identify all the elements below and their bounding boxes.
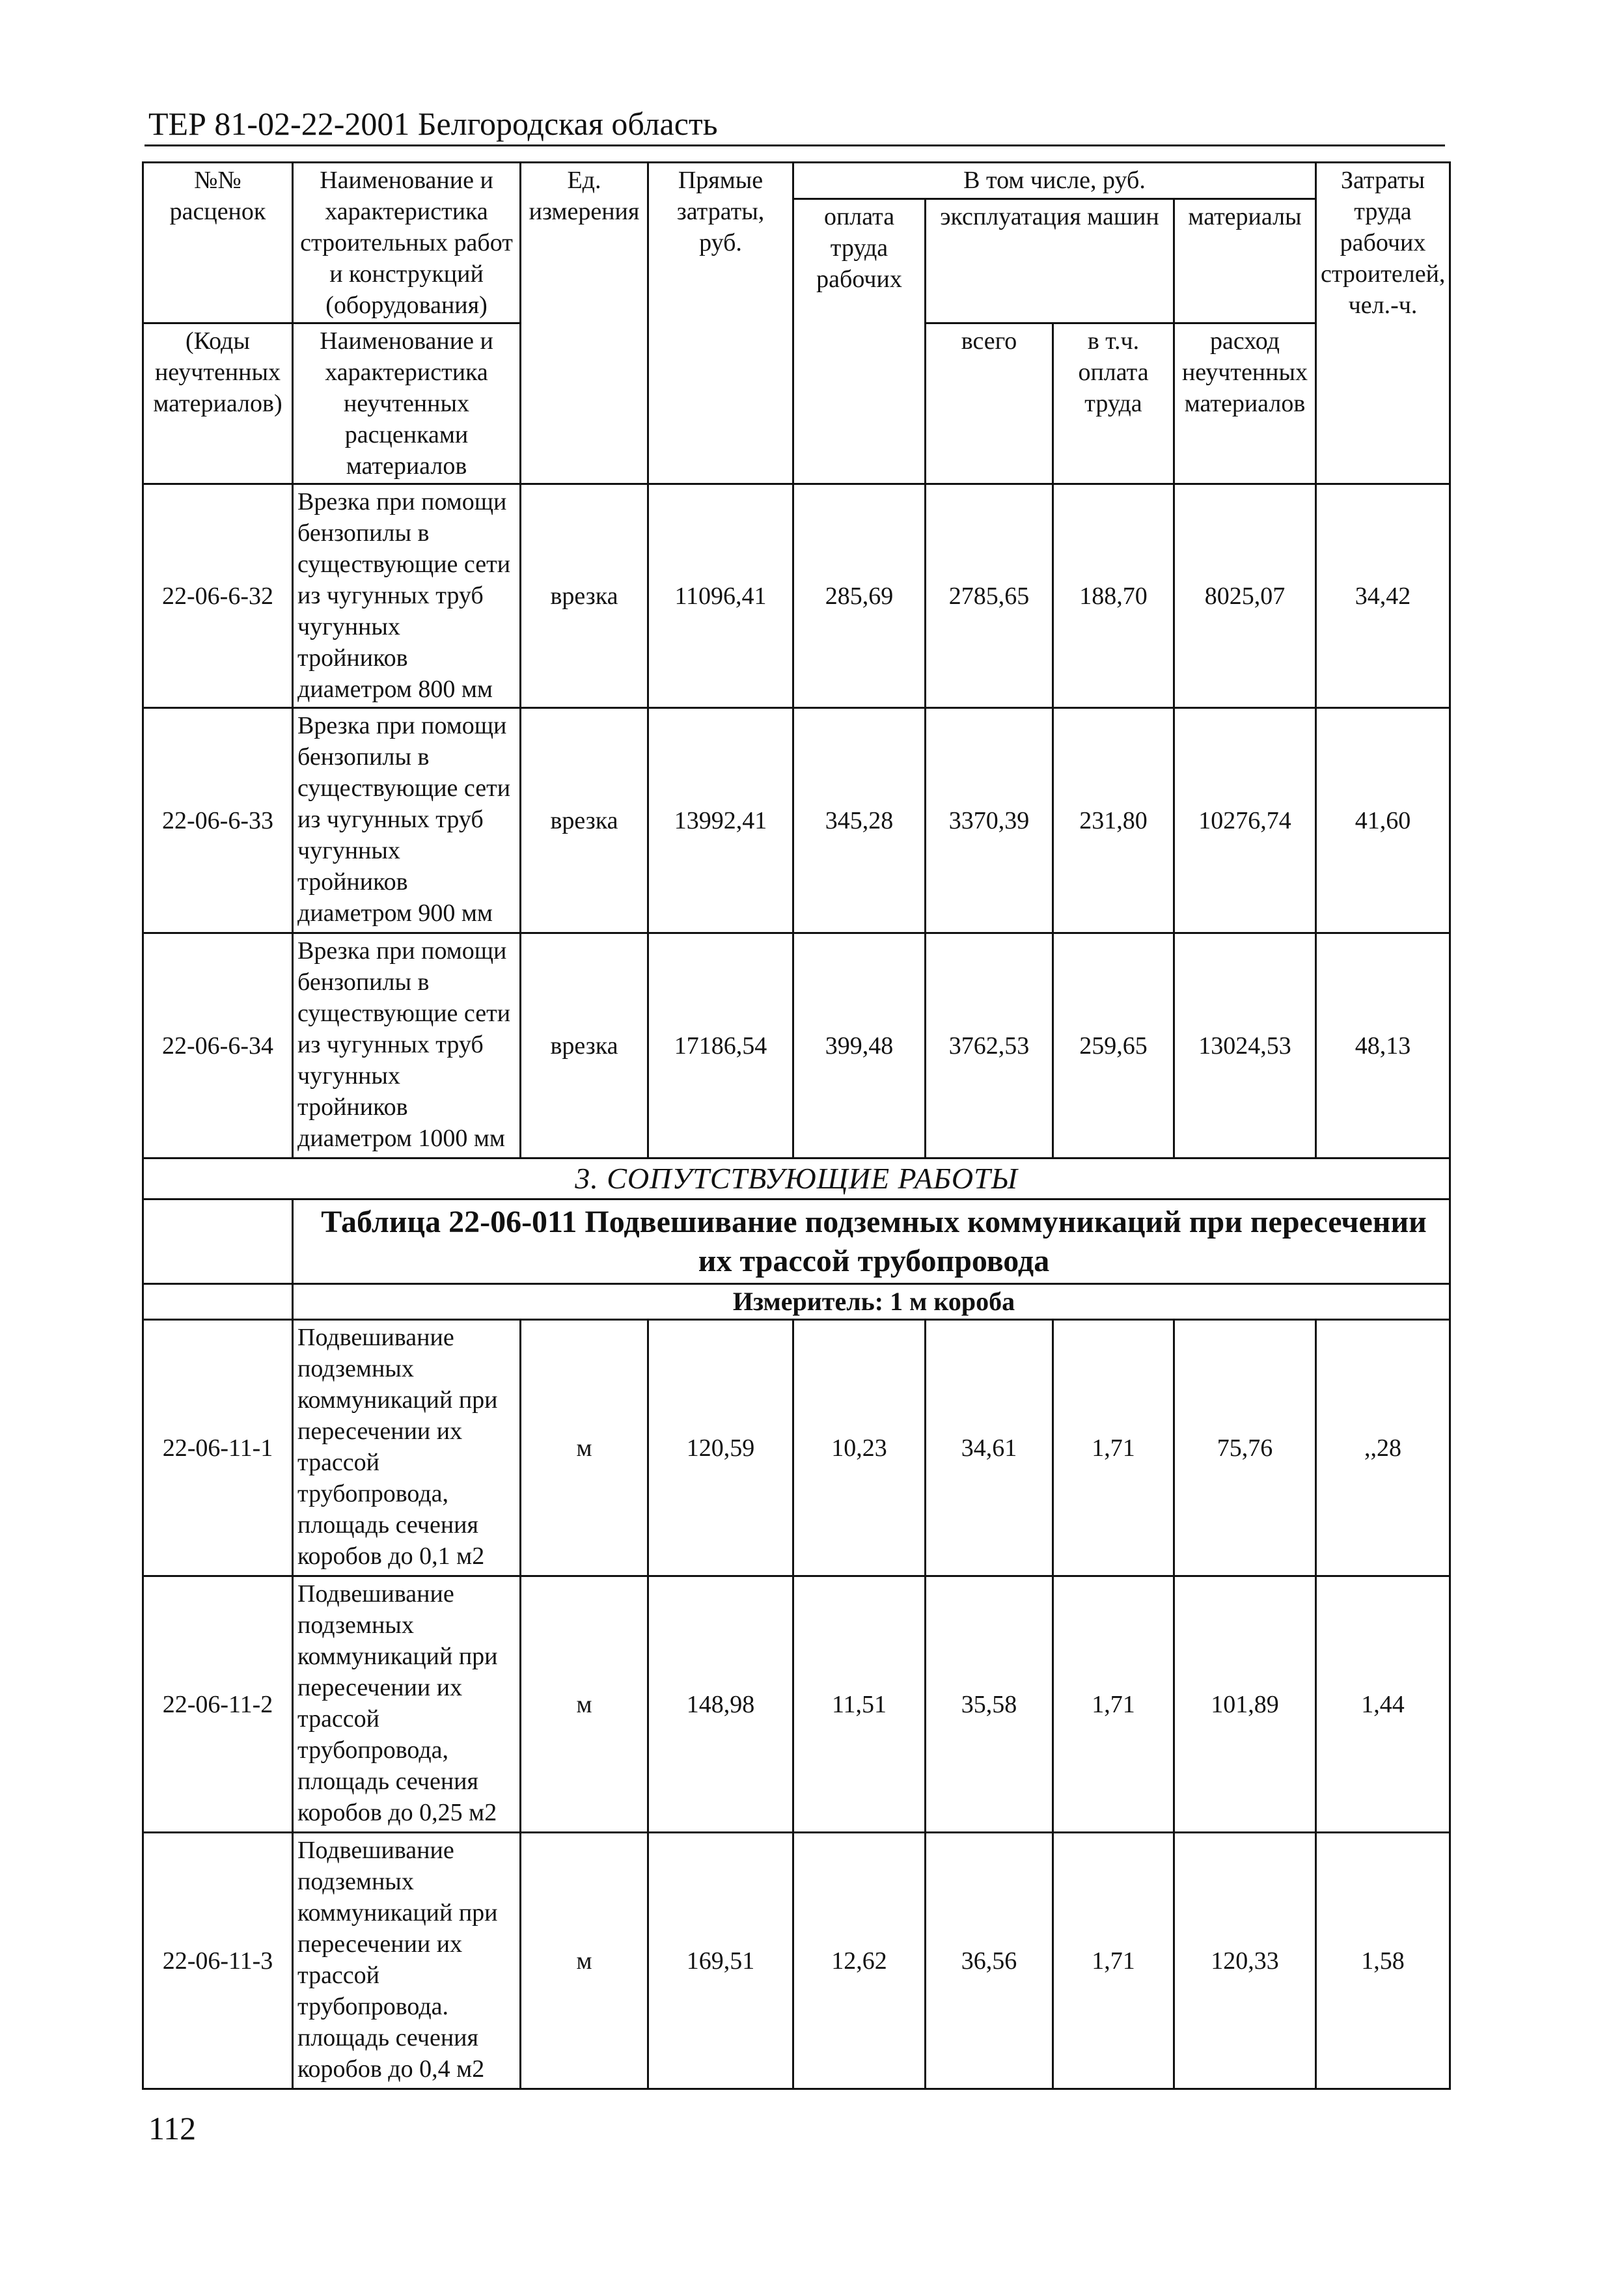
header-materials-extra: расход неучтенных материалов bbox=[1174, 323, 1316, 484]
row-code: 22-06-11-3 bbox=[143, 1833, 293, 2089]
row-labor: 1,58 bbox=[1316, 1833, 1450, 2089]
header-machines-total: всего bbox=[926, 323, 1053, 484]
header-name: Наименование и характеристика строительных работ и конструкций (оборудования) bbox=[293, 163, 521, 323]
header-labor-pay: оплата труда рабочих bbox=[793, 199, 926, 484]
table-row bbox=[143, 1320, 1450, 1576]
page-number: 112 bbox=[148, 2110, 197, 2146]
row-direct: 13992,41 bbox=[648, 708, 793, 933]
row-labor: 41,60 bbox=[1316, 708, 1450, 933]
row-code: 22-06-6-33 bbox=[143, 708, 293, 933]
row-labor-pay: 12,62 bbox=[793, 1833, 926, 2089]
header-codes: №№ расценок bbox=[143, 163, 293, 323]
pricing-table bbox=[142, 161, 1451, 2090]
row-code: 22-06-11-2 bbox=[143, 1576, 293, 1833]
row-name: Врезка при помощи бензопилы в существующие сети из чугунных труб чугунных тройников диаметром 800 мм bbox=[293, 484, 521, 708]
header-unit: Ед. измерения bbox=[521, 163, 648, 484]
header-direct-costs: Прямые затраты, руб. bbox=[648, 163, 793, 484]
header-including: В том числе, руб. bbox=[793, 163, 1316, 199]
row-name: Врезка при помощи бензопилы в существующие сети из чугунных труб чугунных тройников диаметром 900 мм bbox=[293, 708, 521, 933]
row-machines: 3370,39 bbox=[926, 708, 1053, 933]
row-unit: врезка bbox=[521, 708, 648, 933]
row-machines-labor: 188,70 bbox=[1053, 484, 1174, 708]
row-labor-pay: 11,51 bbox=[793, 1576, 926, 1833]
row-machines: 34,61 bbox=[926, 1320, 1053, 1576]
row-machines: 35,58 bbox=[926, 1576, 1053, 1833]
row-materials: 75,76 bbox=[1174, 1320, 1316, 1576]
table-row bbox=[143, 708, 1450, 933]
measure-unit: Измеритель: 1 м короба bbox=[293, 1284, 1450, 1320]
row-direct: 169,51 bbox=[648, 1833, 793, 2089]
table-row bbox=[143, 1576, 1450, 1833]
row-unit: врезка bbox=[521, 933, 648, 1158]
row-labor-pay: 285,69 bbox=[793, 484, 926, 708]
row-materials: 101,89 bbox=[1174, 1576, 1316, 1833]
row-code: 22-06-6-32 bbox=[143, 484, 293, 708]
row-unit: м bbox=[521, 1833, 648, 2089]
row-materials: 10276,74 bbox=[1174, 708, 1316, 933]
header-machines-labor: в т.ч. оплата труда bbox=[1053, 323, 1174, 484]
row-materials: 8025,07 bbox=[1174, 484, 1316, 708]
row-materials: 120,33 bbox=[1174, 1833, 1316, 2089]
header-machines: эксплуатация машин bbox=[926, 199, 1174, 323]
row-materials: 13024,53 bbox=[1174, 933, 1316, 1158]
row-code: 22-06-11-1 bbox=[143, 1320, 293, 1576]
row-machines: 3762,53 bbox=[926, 933, 1053, 1158]
row-direct: 120,59 bbox=[648, 1320, 793, 1576]
table-title-spacer bbox=[143, 1199, 293, 1284]
table-row bbox=[143, 1833, 1450, 2089]
row-labor-pay: 10,23 bbox=[793, 1320, 926, 1576]
header-labor-cost: Затраты труда рабочих строителей, чел.-ч. bbox=[1316, 163, 1450, 484]
row-name: Подвешивание подземных коммуникаций при пересечении их трассой трубопровода. площадь сечения коробов до 0,4 м2 bbox=[293, 1833, 521, 2089]
table-row bbox=[143, 484, 1450, 708]
row-unit: врезка bbox=[521, 484, 648, 708]
row-unit: м bbox=[521, 1576, 648, 1833]
row-name: Врезка при помощи бензопилы в существующие сети из чугунных труб чугунных тройников диаметром 1000 мм bbox=[293, 933, 521, 1158]
measure-spacer bbox=[143, 1284, 293, 1320]
table-row bbox=[143, 933, 1450, 1158]
row-labor: 48,13 bbox=[1316, 933, 1450, 1158]
row-machines-labor: 231,80 bbox=[1053, 708, 1174, 933]
table-title: Таблица 22-06-011 Подвешивание подземных коммуникаций при пересечении их трассой трубопровода bbox=[293, 1199, 1450, 1284]
row-name: Подвешивание подземных коммуникаций при пересечении их трассой трубопровода, площадь сечения коробов до 0,25 м2 bbox=[293, 1576, 521, 1833]
row-direct: 17186,54 bbox=[648, 933, 793, 1158]
row-unit: м bbox=[521, 1320, 648, 1576]
row-labor: 34,42 bbox=[1316, 484, 1450, 708]
header-material-codes: (Коды неучтенных материалов) bbox=[143, 323, 293, 484]
row-direct: 148,98 bbox=[648, 1576, 793, 1833]
row-labor-pay: 399,48 bbox=[793, 933, 926, 1158]
row-name: Подвешивание подземных коммуникаций при пересечении их трассой трубопровода, площадь сечения коробов до 0,1 м2 bbox=[293, 1320, 521, 1576]
row-machines-labor: 1,71 bbox=[1053, 1320, 1174, 1576]
header-material-names: Наименование и характеристика неучтенных расценками материалов bbox=[293, 323, 521, 484]
row-direct: 11096,41 bbox=[648, 484, 793, 708]
header-rule bbox=[145, 144, 1445, 146]
row-machines: 36,56 bbox=[926, 1833, 1053, 2089]
row-code: 22-06-6-34 bbox=[143, 933, 293, 1158]
section-title: 3. СОПУТСТВУЮЩИЕ РАБОТЫ bbox=[143, 1158, 1450, 1199]
row-labor: 1,44 bbox=[1316, 1576, 1450, 1833]
row-machines-labor: 259,65 bbox=[1053, 933, 1174, 1158]
row-machines: 2785,65 bbox=[926, 484, 1053, 708]
row-machines-labor: 1,71 bbox=[1053, 1833, 1174, 2089]
header-materials: материалы bbox=[1174, 199, 1316, 323]
page-header: ТЕР 81-02-22-2001 Белгородская область bbox=[148, 105, 718, 142]
row-labor-pay: 345,28 bbox=[793, 708, 926, 933]
row-machines-labor: 1,71 bbox=[1053, 1576, 1174, 1833]
row-labor: ,,28 bbox=[1316, 1320, 1450, 1576]
